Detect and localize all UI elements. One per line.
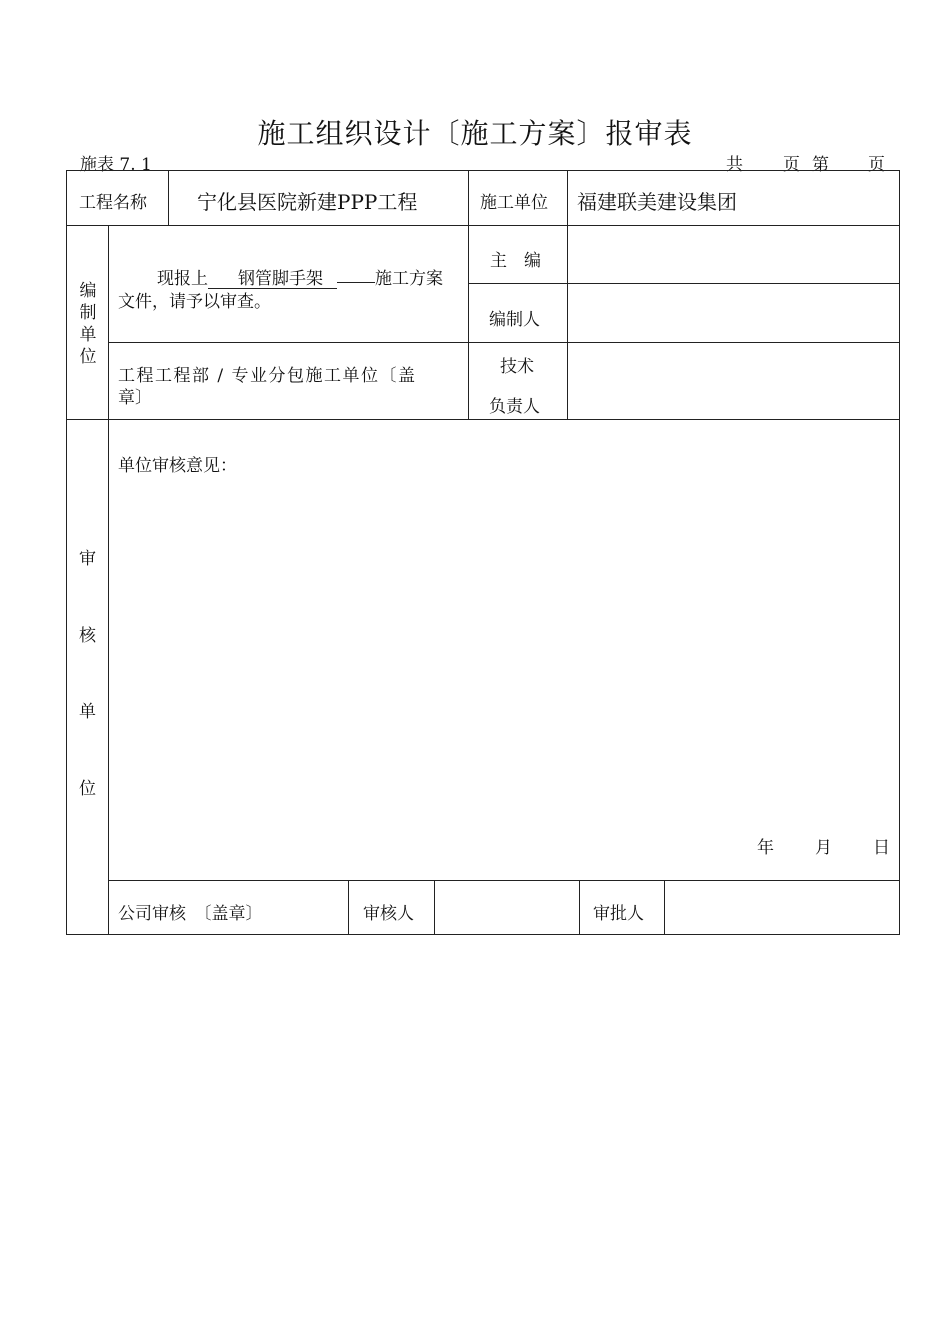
review-day-label: 日	[873, 838, 890, 858]
contractor-label: 施工单位	[480, 193, 548, 213]
approver-label-cell	[579, 880, 665, 935]
reviewer-label-cell	[348, 880, 435, 935]
reviewer-label: 审核人	[363, 904, 414, 924]
reviewer-value-cell[interactable]	[434, 880, 580, 935]
contractor-value: 福建联美建设集团	[577, 190, 737, 214]
project-name-value-cell[interactable]	[168, 170, 469, 226]
tech-lead-value-cell[interactable]	[567, 342, 900, 420]
compiler-value-cell[interactable]	[567, 283, 900, 343]
submission-text-line2: 文件，请予以审查。	[118, 292, 271, 312]
contractor-label-cell	[468, 170, 568, 226]
page-label-2: 页	[868, 155, 885, 175]
contractor-value-cell[interactable]	[567, 170, 900, 226]
project-name-label: 工程名称	[79, 193, 147, 213]
unit-seal-cell[interactable]	[108, 342, 469, 420]
review-section-char-2: 核	[79, 626, 96, 646]
review-section-char-3: 单	[79, 702, 96, 722]
page-nth-label: 第	[812, 155, 829, 175]
review-month-label: 月	[815, 838, 832, 858]
compile-section-cell	[66, 225, 109, 420]
compiler-label: 编制人	[489, 310, 540, 330]
submission-text-line1: 现报上 钢管脚手架 施工方案	[157, 264, 443, 289]
compile-section-label: 编 制 单 位	[79, 281, 97, 367]
company-review-cell[interactable]	[108, 880, 349, 935]
page-label: 页	[783, 155, 800, 175]
unit-seal-line2: 章〕	[118, 388, 152, 408]
tech-lead-label-2: 负责人	[489, 397, 540, 417]
project-name-value: 宁化县医院新建PPP工程	[197, 190, 418, 214]
form-code: 施表 7. 1	[80, 155, 152, 175]
tech-lead-label-1: 技术	[500, 357, 534, 377]
review-section-char-1: 审	[79, 549, 96, 569]
review-year-label: 年	[757, 838, 774, 858]
blank-underline-tail	[337, 264, 375, 283]
approver-value-cell[interactable]	[664, 880, 900, 935]
review-opinion-label: 单位审核意见：	[118, 456, 237, 476]
review-section-cell	[66, 419, 109, 935]
scheme-name-blank[interactable]: 钢管脚手架	[208, 270, 337, 289]
unit-seal-line1: 工程工程部 / 专业分包施工单位〔盖	[118, 366, 417, 386]
review-section-char-4: 位	[79, 779, 96, 799]
compiler-label-cell	[468, 283, 568, 343]
submission-text-cell[interactable]	[108, 225, 469, 343]
chief-editor-label: 主 编	[490, 251, 541, 271]
company-review-label: 公司审核 〔盖章〕	[118, 904, 263, 924]
form-title: 施工组织设计〔施工方案〕报审表	[257, 117, 693, 150]
chief-editor-label-cell	[468, 225, 568, 284]
page-total-label: 共	[726, 155, 743, 175]
review-opinion-cell[interactable]	[108, 419, 900, 881]
chief-editor-value-cell[interactable]	[567, 225, 900, 284]
project-name-label-cell	[66, 170, 169, 226]
tech-lead-label-cell	[468, 342, 568, 420]
approver-label: 审批人	[593, 904, 644, 924]
